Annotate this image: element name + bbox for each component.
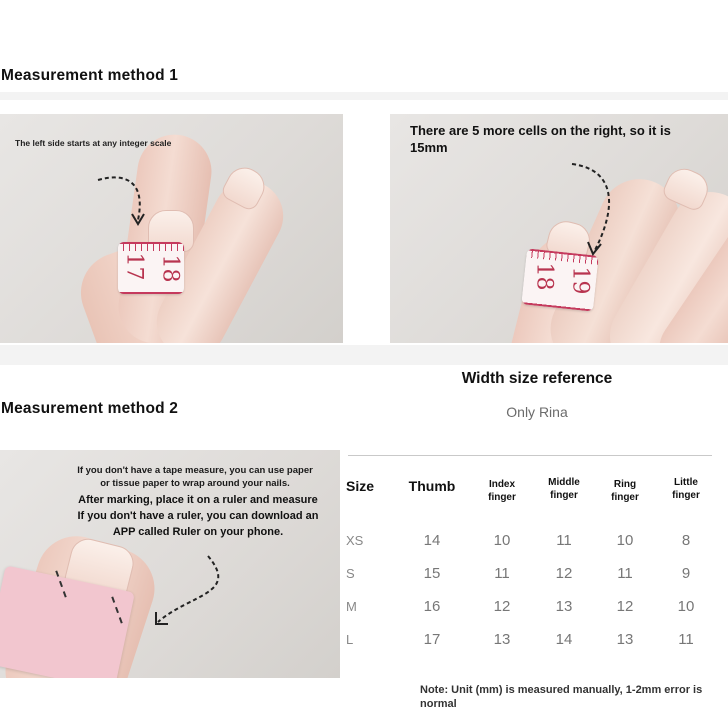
tape-number: 18 [157,254,183,283]
header-size: Size [346,478,375,494]
photo-note: The left side starts at any integer scale [15,138,172,148]
table-row [346,557,718,590]
table-separator [348,455,712,456]
top-band [0,92,728,100]
table-cell: 10 [616,532,634,549]
size-label: L [346,632,354,647]
header-index-finger: Index finger [488,479,516,503]
size-reference-title: Width size reference [461,370,613,387]
header-middle-finger: Middle finger [548,477,580,501]
method1-photo-left [0,114,343,343]
tape-number: 18 [531,262,557,291]
header-little-finger: Little finger [672,477,700,501]
dashed-arrow-icon [150,554,230,639]
method2-heading: Measurement method 2 [1,400,179,417]
table-cell: 11 [556,532,572,549]
middle-band [0,345,728,365]
method2-photo [0,450,340,678]
header-ring-finger: Ring finger [611,479,639,503]
instruction-line: If you don't have a ruler, you can download an [77,510,319,522]
table-cell: 11 [494,565,510,582]
table-cell: 10 [493,532,511,549]
dashed-arrow-icon [96,172,156,237]
size-label: S [346,566,355,581]
photo-note: There are 5 more cells on the right, so it is 15mm [410,123,671,155]
table-cell: 12 [616,598,634,615]
table-cell: 12 [555,565,573,582]
table-cell: 17 [423,631,441,648]
table-cell: 15 [423,565,441,582]
table-cell: 11 [678,631,694,648]
table-cell: 8 [681,532,691,549]
table-cell: 13 [493,631,511,648]
method2-note [60,464,330,490]
table-cell: 16 [423,598,441,615]
table-cell: 14 [555,631,573,648]
table-cell: 9 [681,565,691,582]
header-thumb: Thumb [408,478,456,494]
method1-heading: Measurement method 1 [1,67,179,84]
table-row [346,590,718,623]
table-row [346,623,718,656]
size-table [346,466,718,656]
instruction-line: After marking, place it on a ruler and measure [78,494,318,506]
instruction-line: APP called Ruler on your phone. [112,526,284,538]
size-label: XS [346,533,364,548]
method1-photo-right [390,114,728,343]
note-line: or tissue paper to wrap around your nails. [100,478,290,489]
table-cell: 11 [617,565,633,582]
method2-instructions [56,492,340,540]
table-cell: 14 [423,532,441,549]
size-label: M [346,599,357,614]
size-reference-subtitle: Only Rina [506,404,568,420]
table-row [346,524,718,557]
table-cell: 12 [493,598,511,615]
table-cell: 13 [616,631,634,648]
tape-number: 19 [567,266,593,295]
table-cell: 10 [677,598,695,615]
tape-number: 17 [121,252,147,281]
dashed-arrow-icon [568,160,628,265]
note-line: If you don't have a tape measure, you can use paper [77,465,313,476]
table-cell: 13 [555,598,573,615]
size-note: Note: Unit (mm) is measured manually, 1-2mm error is normal [420,684,703,710]
